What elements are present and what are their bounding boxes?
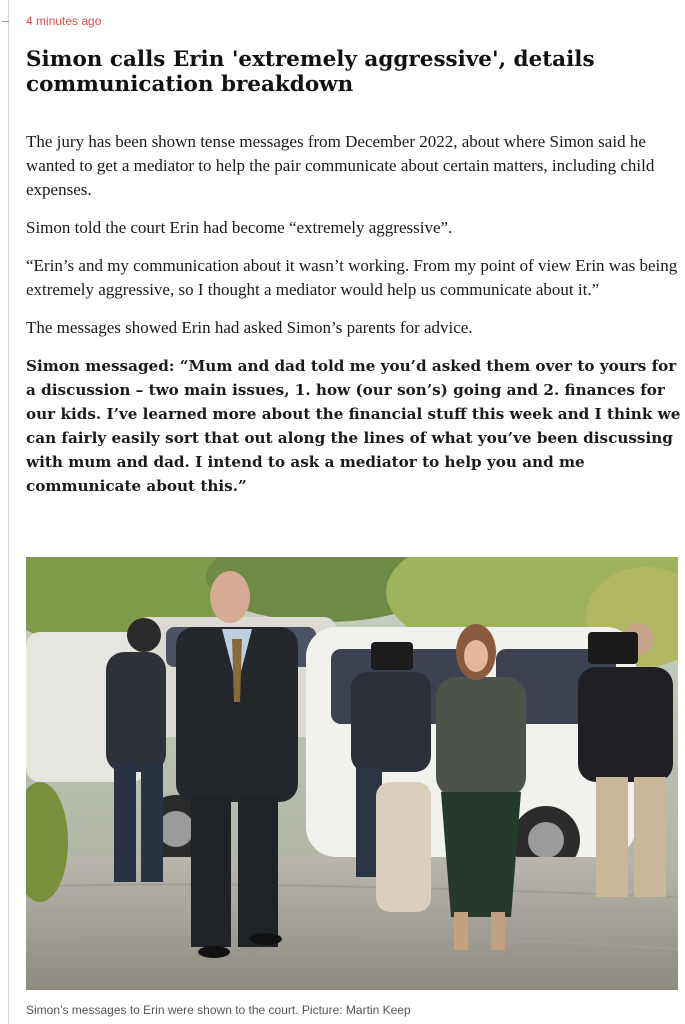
post-body [26,130,681,512]
timeline-rail [8,0,9,1024]
post-headline: Simon calls Erin 'extremely aggressive', details communication breakdown [26,47,595,97]
body-paragraph: The jury has been shown tense messages from December 2022, about where Simon said he wanted to get a mediator to help the pair communicate about certain matters, including child expenses. [26,132,655,199]
photo-caption: Simon’s messages to Erin were shown to the court. Picture: Martin Keep [26,1003,411,1017]
body-paragraph: “Erin’s and my communication about it wasn’t working. From my point of view Erin was being extremely aggressive, so I thought a mediator would help us communicate about it.” [26,256,678,299]
news-photo[interactable] [26,557,678,990]
body-paragraph: Simon told the court Erin had become “extremely aggressive”. [26,218,453,237]
photo-illustration [26,557,678,990]
quoted-message-paragraph: Simon messaged: “Mum and dad told me you’d asked them over to yours for a discussion – two main issues, 1. how (our son’s) going and 2. finances for our kids. I’ve learned more about the financial stuff this week and I think we can fairly easily sort that out along the lines of what you’ve been discussing with mum and dad. I intend to ask a mediator to help you and me communicate about this.” [26,357,681,495]
timeline-marker [2,21,9,22]
post-timestamp: 4 minutes ago [26,14,102,28]
body-paragraph: The messages showed Erin had asked Simon’s parents for advice. [26,318,473,337]
